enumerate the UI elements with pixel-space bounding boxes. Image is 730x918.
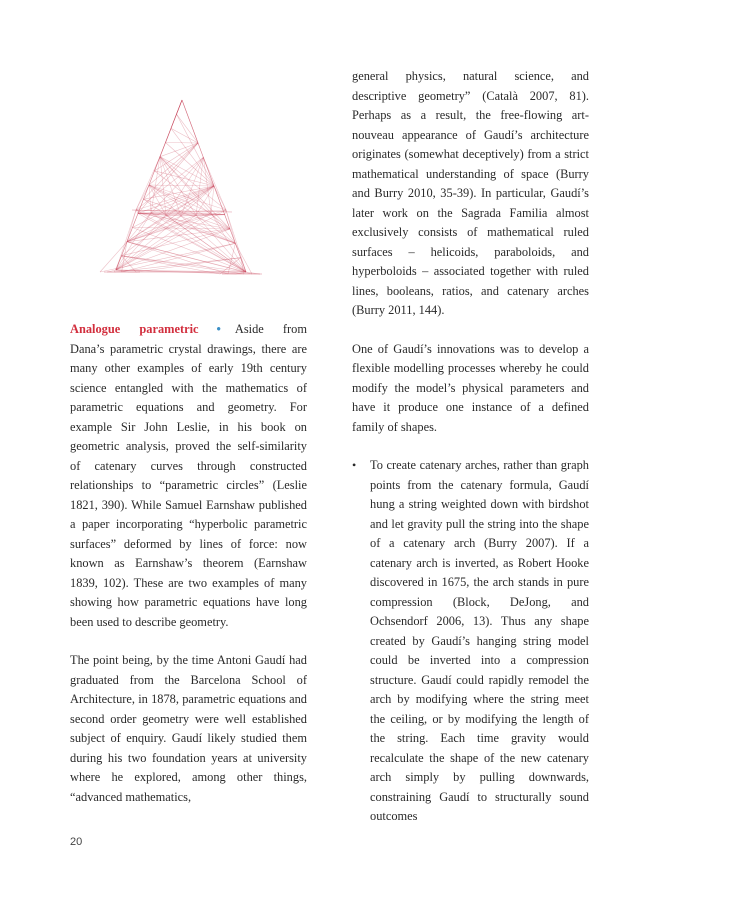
right-paragraph-2: One of Gaudí’s innovations was to develop a flexible modelling processes whereby he could modify the model’s physical parameters and have it produce one instance of a defined family of shapes. (352, 341, 589, 434)
bullet-text: To create catenary arches, rather than graph points from the catenary formula, Gaudí hung a string weighted down with birdshot and let gravity pull the string into the shape of a catenary arch (Burry 2007). If a catenary arch is inverted, as Robert Hooke discovered in 1675, the arch stands in pure compression (Block, DeJong, and Ochsendorf 2006, 13). Thus any shape created by Gaudí’s hanging string model could be inverted into a compression structure. Gaudí could rapidly remodel the arch by modifying where the string meet the ceiling, or by modifying the length of the string. Each time gravity would recalculate the shape of the new catenary arch simply by pulling downwards, constraining Gaudí to structurally sound outcomes (370, 458, 589, 823)
bullet-list-item (352, 456, 589, 827)
right-column (352, 67, 589, 827)
left-paragraph-1-text: Aside from Dana’s parametric crystal drawings, there are many other examples of early 19th century science entangled with the mathematics of parametric equations and geometry. For example Sir John Leslie, in his book on geometric analysis, proved the self-similarity of catenary curves through constructed relationships to “parametric circles” (Leslie 1821, 390). While Samuel Earnshaw published a paper incorporating “hyperbolic parametric surfaces” deformed by lines of force: now known as Earnshaw’s theorem (Earnshaw 1839, 102). These are two examples of many showing how parametric equations have long been used to describe geometry. (70, 322, 307, 629)
page-number: 20 (70, 836, 83, 848)
right-paragraph-1: general physics, natural science, and descriptive geometry” (Català 2007, 81). Perhaps as a result, the free-flowing art-nouveau appearance of Gaudí’s architecture originates (somewhat deceptively) from a strict mathematical understanding of space (Burry and Burry 2010, 35-39). In particular, Gaudí’s later work on the Sagrada Familia almost exclusively consists of mathematical ruled surfaces – helicoids, paraboloids, and hyperboloids – associated together with ruled lines, booleans, ratios, and catenary arches (Burry 2011, 144). (352, 69, 589, 317)
string-art-letter-a-icon (96, 94, 266, 284)
bullet-marker: • (352, 458, 357, 472)
left-paragraph-1 (70, 320, 307, 632)
separator-dot: • (216, 322, 221, 336)
section-lead-heading: Analogue parametric (70, 322, 199, 336)
left-column (70, 320, 307, 807)
left-paragraph-2: The point being, by the time Antoni Gaudí had graduated from the Barcelona School of Architecture, in 1878, parametric equations and second order geometry were well established subject of enquiry. Gaudí likely studied them during his two foundation years at university where he explored, among other things, “advanced mathematics, (70, 653, 307, 804)
